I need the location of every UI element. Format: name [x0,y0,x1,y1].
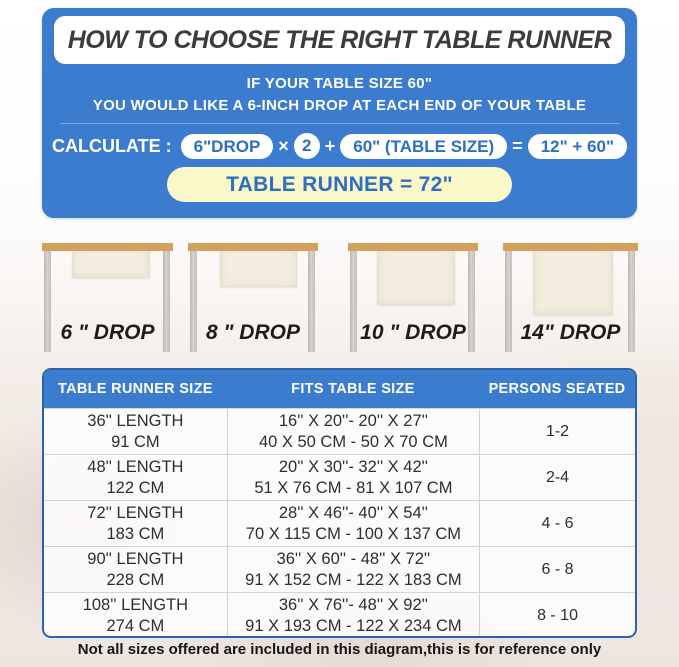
table-row [44,454,635,500]
header-persons-seated: PERSONS SEATED [488,381,626,397]
runner-cloth [533,243,613,315]
cell-runner-size: 72'' LENGTH 183 CM [87,503,184,543]
header-fits-table-size: FITS TABLE SIZE [291,381,415,397]
table-size-pill: 60" (TABLE SIZE) [340,134,507,159]
equals-sign: = [512,135,523,156]
formula-row [42,133,637,159]
table-row [44,408,635,454]
subtitle-drop: YOU WOULD LIKE A 6-INCH DROP AT EACH END OF YOUR TABLE [92,97,587,114]
cell-fits-size: 20'' X 30''- 32'' X 42'' 51 X 76 CM - 81 X 107 CM [227,455,479,500]
result-pill: 12" + 60" [528,134,627,159]
cell-persons: 4 - 6 [479,501,635,546]
table-row [44,592,635,638]
drop-label: 6 " DROP [60,321,155,344]
reference-footnote: Not all sizes offered are included in this diagram,this is for reference only [77,641,602,658]
times-sign: × [278,135,289,156]
drop-figure-14in [503,243,638,355]
size-table-header [44,370,635,408]
plus-sign: + [324,135,336,156]
drop-label: 10 " DROP [360,321,466,344]
cell-fits-size: 28'' X 46''- 40'' X 54'' 70 X 115 CM - 100 X 137 CM [227,501,479,546]
drop-figure-10in [348,243,478,355]
tabletop [188,243,318,251]
cell-runner-size: 90'' LENGTH 228 CM [87,549,184,589]
cell-runner-size: 36'' LENGTH 91 CM [87,411,184,451]
tabletop [42,243,173,251]
subtitle-table-size: IF YOUR TABLE SIZE 60" [246,75,433,92]
drop-label: 14" DROP [520,321,621,344]
runner-cloth [377,243,455,305]
cell-runner-size: 108'' LENGTH 274 CM [82,595,189,635]
multiplier-circle: 2 [294,133,320,159]
drop-figure-6in [42,243,173,355]
table-row [44,500,635,546]
cell-fits-size: 36'' X 76''- 48'' X 92'' 91 X 193 CM - 122 X 234 CM [227,593,479,638]
runner-result-pill: TABLE RUNNER = 72" [167,167,512,202]
size-reference-table [42,368,637,638]
calculate-label: CALCULATE : [52,135,172,156]
cell-fits-size: 16'' X 20''- 20'' X 27'' 40 X 50 CM - 50 X 70 CM [227,409,479,454]
title-box [54,16,625,64]
drop-label: 8 " DROP [206,321,300,344]
table-row [44,546,635,592]
page-title: HOW TO CHOOSE THE RIGHT TABLE RUNNER [67,25,612,54]
tabletop [348,243,478,251]
cell-persons: 2-4 [479,455,635,500]
panel-divider [60,123,620,124]
cell-persons: 1-2 [479,409,635,454]
cell-persons: 6 - 8 [479,547,635,592]
drop-figure-8in [188,243,318,355]
cell-persons: 8 - 10 [479,593,635,638]
cell-runner-size: 48'' LENGTH 122 CM [87,457,184,497]
tabletop [503,243,638,251]
drop-pill: 6"DROP [181,134,274,159]
cell-fits-size: 36'' X 60'' - 48'' X 72'' 91 X 152 CM - 122 X 183 CM [227,547,479,592]
header-runner-size: TABLE RUNNER SIZE [58,381,213,397]
instruction-panel [42,8,637,218]
